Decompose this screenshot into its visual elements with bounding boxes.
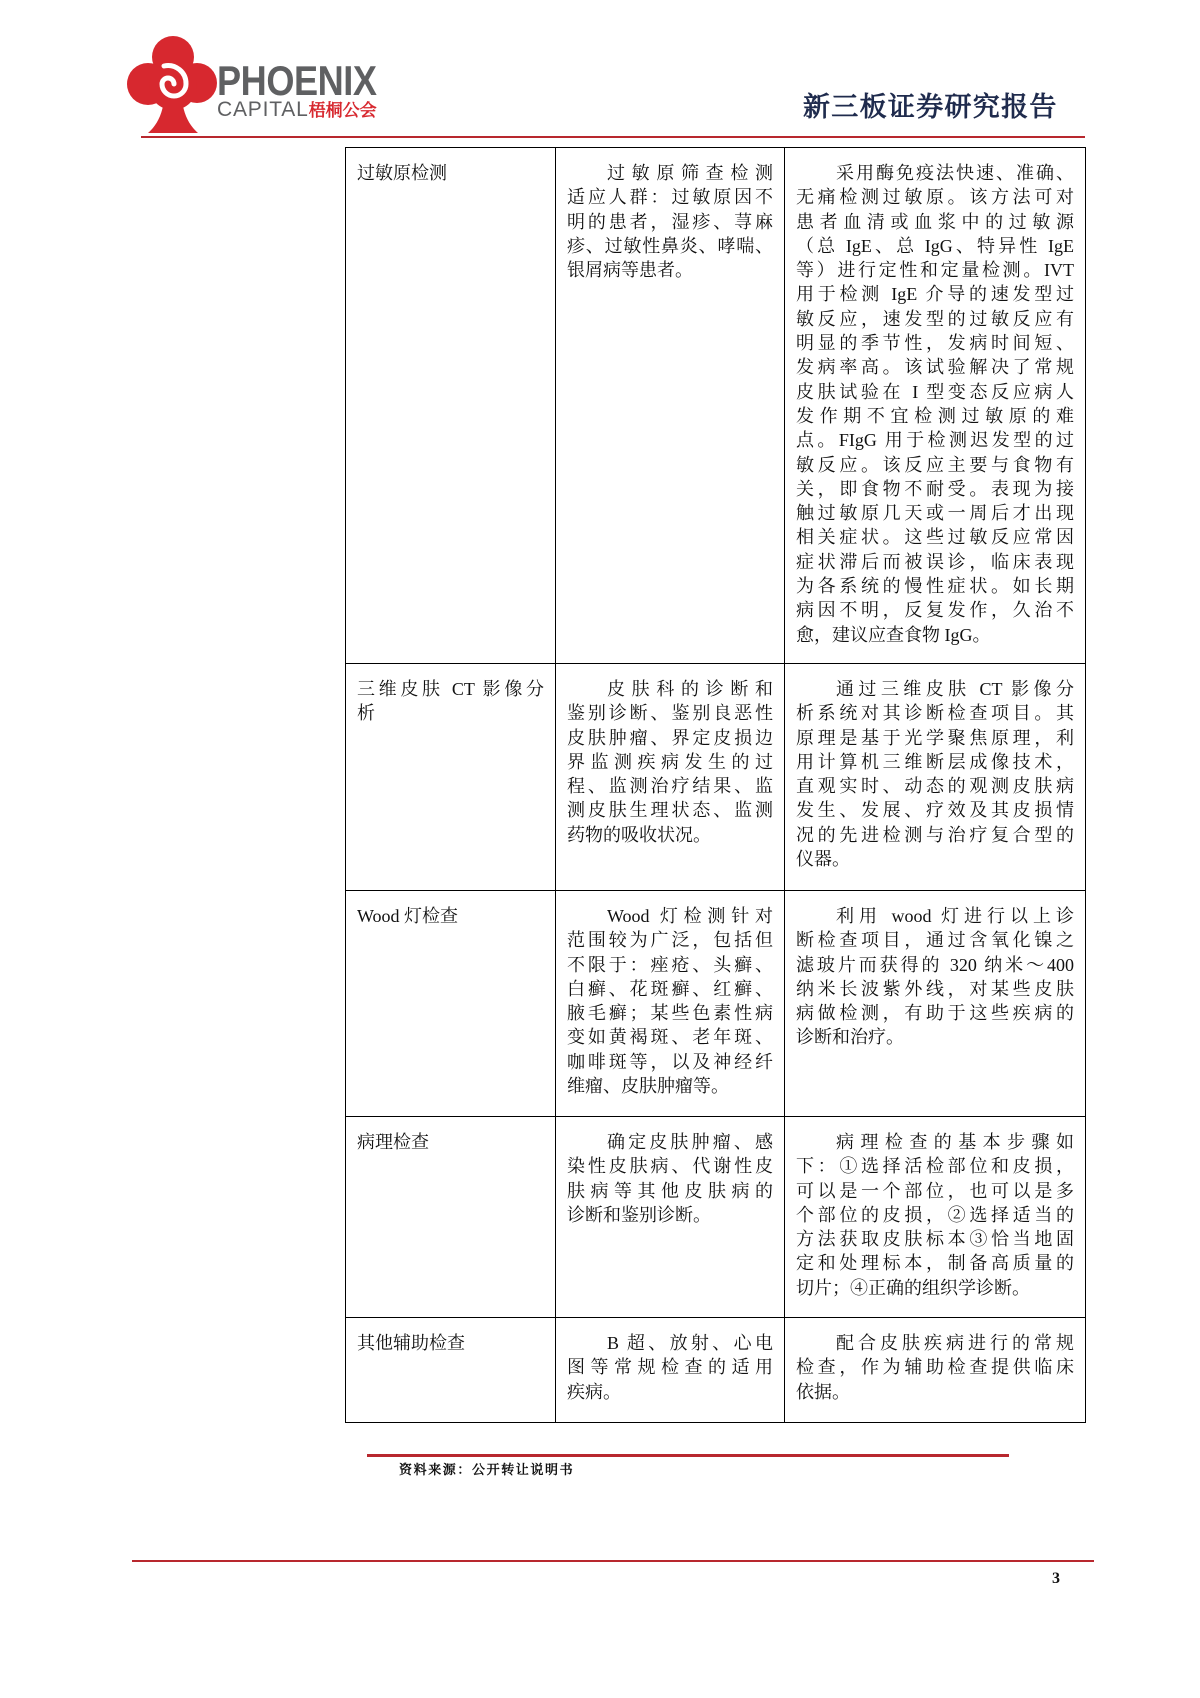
text-line: 愈，建议应查食物 IgG。 — [796, 624, 991, 645]
text-line: 原理是基于光学聚焦原理，利 — [796, 727, 1074, 748]
text-line: 疾病。 — [567, 1381, 621, 1402]
text-line: 明显的季节性，发病时间短、 — [796, 333, 1074, 354]
text-line: 诊断和治疗。 — [796, 1027, 904, 1048]
exam-detail-cell — [785, 148, 1085, 664]
source-note: 资料来源：公开转让说明书 — [399, 1463, 575, 1478]
text-line: 个部位的皮损，②选择适当的 — [796, 1204, 1074, 1225]
text-line: 过敏原检测 — [357, 163, 447, 183]
text-line: 其他辅助检查 — [357, 1333, 465, 1353]
text-line: 无痛检测过敏原。该方法可对 — [796, 187, 1074, 208]
text-line: 皮肤试验在 I 型变态反应病人 — [796, 381, 1074, 402]
text-line: 相关症状。这些过敏反应常因 — [796, 527, 1074, 548]
text-line: 咖啡斑等，以及神经纤 — [567, 1051, 773, 1072]
logo-subtitle — [217, 99, 377, 123]
exam-item-cell — [346, 891, 556, 1117]
text-line: 图等常规检查的适用 — [567, 1357, 773, 1378]
exam-detail-cell — [785, 664, 1085, 891]
text-line: 滤玻片而获得的 320 纳米～400 — [796, 954, 1074, 975]
text-line: 定和处理标本，制备高质量的 — [796, 1253, 1074, 1274]
text-line: 配合皮肤疾病进行的常规 — [836, 1333, 1074, 1353]
text-line: 界监测疾病发生的过 — [567, 751, 773, 772]
text-line: 皮肤肿瘤、界定皮损边 — [567, 727, 773, 748]
text-line: 可以是一个部位，也可以是多 — [796, 1180, 1074, 1201]
text-line: 析系统对其诊断检查项目。其 — [796, 703, 1074, 724]
text-line: 确定皮肤肿瘤、感 — [607, 1132, 773, 1152]
text-line: 测皮肤生理状态、监测 — [567, 800, 773, 821]
text-line: 三维皮肤 CT 影像分 — [357, 679, 544, 699]
text-line: 触过敏原几天或一周后才出现 — [796, 503, 1074, 524]
logo-wordmark: PHOENIX — [217, 57, 377, 104]
exam-item-cell — [346, 1318, 556, 1422]
text-line: 用计算机三维断层成像技术， — [796, 751, 1074, 772]
text-line: 敏反应。该反应主要与食物有 — [796, 454, 1074, 475]
text-line: 病做检测，有助于这些疾病的 — [796, 1003, 1074, 1024]
text-line: 明的患者，湿疹、荨麻 — [567, 211, 773, 232]
text-line: 利用 wood 灯进行以上诊 — [836, 906, 1074, 926]
exam-detail-cell — [785, 891, 1085, 1117]
exam-item-cell — [346, 1117, 556, 1318]
text-line: 适应人群：过敏原因不 — [567, 187, 773, 208]
text-line: （总 IgE、总 IgG、特异性 IgE — [796, 235, 1074, 256]
text-line: 程、监测治疗结果、监 — [567, 776, 773, 797]
exam-scope-cell — [556, 891, 785, 1117]
text-line: 皮肤科的诊断和 — [607, 679, 773, 699]
text-line: 采用酶免疫法快速、准确、 — [836, 163, 1074, 183]
text-line: Wood 灯检查 — [357, 906, 459, 926]
text-line: 诊断和鉴别诊断。 — [567, 1204, 711, 1225]
text-line: 用于检测 IgE 介导的速发型过 — [796, 284, 1074, 305]
text-line: 为各系统的慢性症状。如长期 — [796, 576, 1074, 597]
exam-detail-cell — [785, 1117, 1085, 1318]
text-line: 纳米长波紫外线，对某些皮肤 — [796, 978, 1074, 999]
text-line: 方法获取皮肤标本③恰当地固 — [796, 1229, 1074, 1250]
exam-table — [345, 147, 1086, 1423]
text-line: 银屑病等患者。 — [567, 260, 693, 281]
text-line: 鉴别诊断、鉴别良恶性 — [567, 703, 773, 724]
report-title: 新三板证券研究报告 — [803, 92, 1058, 123]
text-line: 况的先进检测与治疗复合型的 — [796, 824, 1074, 845]
exam-scope-cell — [556, 664, 785, 891]
text-line: 发生、发展、疗效及其皮损情 — [796, 800, 1074, 821]
exam-scope-cell — [556, 1318, 785, 1422]
text-line: 疹、过敏性鼻炎、哮喘、 — [567, 235, 773, 256]
exam-detail-cell — [785, 1318, 1085, 1422]
text-line: 维瘤、皮肤肿瘤等。 — [567, 1076, 729, 1097]
source-divider — [367, 1454, 1009, 1457]
text-line: 下：①选择活检部位和皮损， — [796, 1156, 1074, 1177]
text-line: Wood 灯检测针对 — [607, 906, 773, 926]
exam-item-cell — [346, 148, 556, 664]
text-line: 仪器。 — [796, 849, 850, 870]
text-line: 断检查项目，通过含氧化镍之 — [796, 930, 1074, 951]
exam-scope-cell — [556, 1117, 785, 1318]
text-line: 过敏原筛查检测 — [607, 163, 773, 183]
header-divider — [141, 136, 1085, 138]
text-line: 肤病等其他皮肤病的 — [567, 1180, 773, 1201]
page-number: 3 — [1052, 1570, 1060, 1587]
text-line: 染性皮肤病、代谢性皮 — [567, 1156, 773, 1177]
text-line: 药物的吸收状况。 — [567, 824, 711, 845]
text-line: B 超、放射、心电 — [607, 1333, 773, 1353]
text-line: 范围较为广泛，包括但 — [567, 930, 773, 951]
text-line: 切片；④正确的组织学诊断。 — [796, 1277, 1030, 1298]
logo-subtitle-cn: 梧桐公会 — [308, 101, 377, 121]
text-line: 病因不明，反复发作，久治不 — [796, 600, 1074, 621]
text-line: 发病率高。该试验解决了常规 — [796, 357, 1074, 378]
logo-subtitle-en: CAPITAL — [217, 98, 309, 121]
exam-scope-cell — [556, 148, 785, 664]
text-line: 析 — [357, 703, 375, 724]
text-line: 发作期不宜检测过敏原的难 — [796, 405, 1074, 426]
text-line: 依据。 — [796, 1381, 850, 1402]
exam-item-cell — [346, 664, 556, 891]
text-line: 检查，作为辅助检查提供临床 — [796, 1357, 1074, 1378]
text-line: 变如黄褐斑、老年斑、 — [567, 1027, 773, 1048]
text-line: 症状滞后而被误诊，临床表现 — [796, 551, 1074, 572]
text-line: 点。FIgG 用于检测迟发型的过 — [796, 430, 1074, 451]
text-line: 腋毛癣；某些色素性病 — [567, 1003, 773, 1024]
footer-divider — [132, 1560, 1094, 1562]
text-line: 等）进行定性和定量检测。IVT — [796, 260, 1074, 281]
text-line: 白癣、花斑癣、红癣、 — [567, 978, 773, 999]
text-line: 病理检查 — [357, 1132, 429, 1152]
text-line: 直观实时、动态的观测皮肤病 — [796, 776, 1074, 797]
text-line: 敏反应，速发型的过敏反应有 — [796, 308, 1074, 329]
text-line: 病理检查的基本步骤如 — [836, 1132, 1074, 1152]
text-line: 通过三维皮肤 CT 影像分 — [836, 679, 1074, 699]
text-line: 患者血清或血浆中的过敏源 — [796, 211, 1074, 232]
phoenix-emblem-icon — [126, 34, 218, 134]
text-line: 关，即食物不耐受。表现为接 — [796, 478, 1074, 499]
text-line: 不限于：痤疮、头癣、 — [567, 954, 773, 975]
